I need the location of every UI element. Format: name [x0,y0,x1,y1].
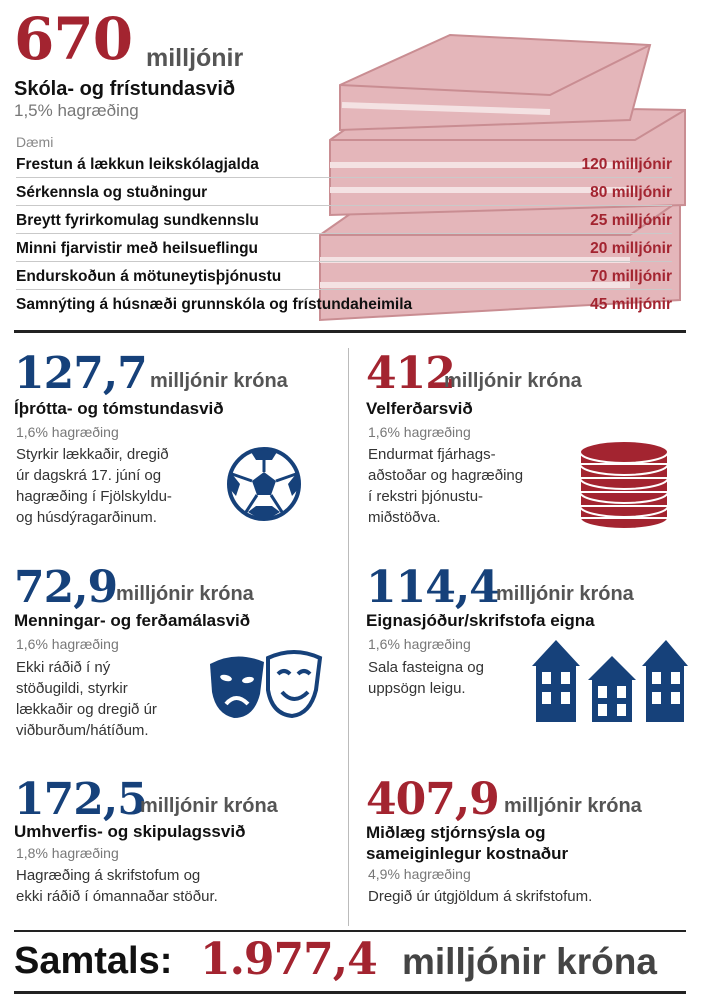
section-body [368,886,592,907]
body-line: í rekstri þjónustu- [368,488,484,505]
section-title [366,822,568,864]
section-title: Menningar- og ferðamálasvið [14,611,251,630]
section-amount: 127,7 [14,348,147,399]
divider-rule [14,330,686,333]
section-body [16,865,218,907]
title-line: Miðlæg stjórnsýsla og [366,823,546,842]
section-title: Eignasjóður/skrifstofa eigna [366,611,595,630]
example-value: 120 milljónir [581,156,672,173]
body-line: viðburðum/hátíðum. [16,722,149,739]
body-line: og húsdýragarðinum. [16,509,157,526]
body-line: Ekki ráðið í ný [16,659,111,676]
section-savings: 1,6% hagræðing [368,424,471,440]
example-value: 70 milljónir [590,268,672,285]
top-title: Skóla- og frístundasvið [14,78,236,100]
body-line: lækkaðir og dregið úr [16,701,157,718]
section-amount: 172,5 [14,774,147,825]
example-row [16,292,672,317]
top-amount: 670 [14,5,133,73]
section-savings: 1,6% hagræðing [16,636,119,652]
section-body [368,444,523,528]
section-amount: 407,9 [366,774,499,825]
body-line: Sala fasteigna og [368,659,484,676]
section-body [16,657,157,741]
example-value: 45 milljónir [590,296,672,313]
section-title: Velferðarsvið [366,399,473,418]
example-row [16,208,672,234]
coins-icon [576,440,672,532]
section-body [368,657,484,699]
section-savings: 4,9% hagræðing [368,866,471,882]
total-amount: 1.977,4 [200,934,377,985]
section-amount: 72,9 [14,562,118,613]
example-value: 20 milljónir [590,240,672,257]
example-row [16,180,672,206]
example-name: Endurskoðun á mötuneytisþjónustu [16,268,282,285]
body-line: miðstöðva. [368,509,441,526]
body-line: Dregið úr útgjöldum á skrifstofum. [368,888,593,905]
example-value: 80 milljónir [590,184,672,201]
body-line: úr dagskrá 17. júní og [16,467,162,484]
theater-masks-icon [206,646,324,722]
houses-icon [530,636,690,724]
body-line: Styrkir lækkaðir, dregið [16,446,169,463]
example-name: Frestun á lækkun leikskólagjalda [16,156,259,173]
section-unit: milljónir króna [444,370,582,392]
body-line: Hagræðing á skrifstofum og [16,867,201,884]
examples-label: Dæmi [16,134,54,150]
section-savings: 1,6% hagræðing [368,636,471,652]
section-unit: milljónir króna [116,583,254,605]
example-name: Breytt fyrirkomulag sundkennslu [16,212,259,229]
top-unit: milljónir [146,44,244,72]
section-unit: milljónir króna [150,370,288,392]
body-line: stöðugildi, styrkir [16,680,128,697]
example-name: Samnýting á húsnæði grunnskóla og frístundaheimila [16,296,413,313]
column-divider [348,348,349,926]
body-line: aðstoðar og hagræðing [368,467,524,484]
section-title: Umhverfis- og skipulagssvið [14,822,246,841]
section-amount: 412 [366,348,455,399]
example-name: Sérkennsla og stuðningur [16,184,208,201]
total-label: Samtals: [14,940,173,982]
section-unit: milljónir króna [504,795,642,817]
divider-rule [14,991,686,994]
example-value: 25 milljónir [590,212,672,229]
body-line: hagræðing í Fjölskyldu- [16,488,172,505]
section-body [16,444,172,528]
top-savings: 1,5% hagræðing [14,101,139,120]
example-row [16,236,672,262]
body-line: uppsögn leigu. [368,680,466,697]
body-line: ekki ráðið í ómannaðar stöður. [16,888,218,905]
section-unit: milljónir króna [496,583,634,605]
section-amount: 114,4 [366,562,499,613]
body-line: Endurmat fjárhags- [368,446,496,463]
total-unit: milljónir króna [402,941,657,982]
soccer-ball-icon [226,446,302,522]
divider-rule [14,930,686,932]
example-row [16,264,672,290]
example-row [16,152,672,178]
title-line: sameiginlegur kostnaður [366,844,569,863]
section-savings: 1,6% hagræðing [16,424,119,440]
section-savings: 1,8% hagræðing [16,845,119,861]
section-title: Íþrótta- og tómstundasvið [14,399,224,418]
example-name: Minni fjarvistir með heilsueflingu [16,240,259,257]
section-unit: milljónir króna [140,795,278,817]
